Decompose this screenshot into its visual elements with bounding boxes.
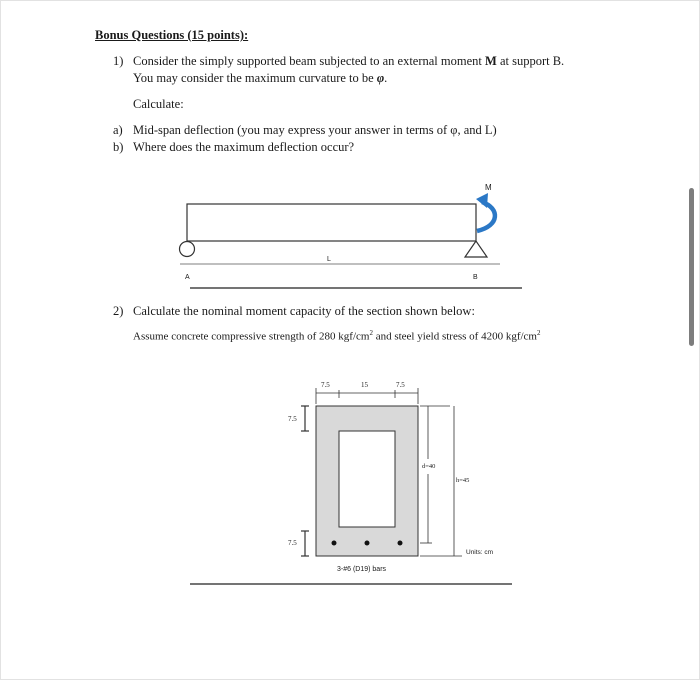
dim-d: d=40 xyxy=(422,459,435,474)
dim-side-top: 7.5 xyxy=(288,415,297,423)
question-1-line-1: Consider the simply supported beam subjected to an external moment M at support B. xyxy=(133,54,565,68)
dim-top-right: 7.5 xyxy=(396,381,405,389)
units-label: Units: cm xyxy=(466,549,494,556)
support-b-label: B xyxy=(473,274,478,281)
beam xyxy=(187,204,476,241)
dim-top-left: 7.5 xyxy=(321,381,330,389)
question-1-number: 1) xyxy=(113,54,124,68)
moment-symbol: M xyxy=(485,54,497,68)
question-2-text: Calculate the nominal moment capacity of the section shown below: xyxy=(133,304,475,318)
length-label: L xyxy=(327,256,331,263)
bars-label: 3-#6 (D19) bars xyxy=(337,566,387,573)
part-a-text: Mid-span deflection (you may express your answer in terms of φ, and L) xyxy=(133,123,497,137)
question-1-line-2: You may consider the maximum curvature to be φ. xyxy=(133,71,388,85)
part-b-label: b) xyxy=(113,140,124,154)
roller-support-a xyxy=(180,242,195,257)
rebar-3 xyxy=(398,541,403,546)
moment-arrowhead xyxy=(476,193,488,208)
dim-h: h=45 xyxy=(456,477,470,484)
rebar-2 xyxy=(365,541,370,546)
question-2-assumptions: Assume concrete compressive strength of 280 kgf/$cm^2$ and steel yield stress of 4200 kgf/$cm^2$ xyxy=(133,329,541,343)
rebar-1 xyxy=(332,541,337,546)
part-b-text: Where does the maximum deflection occur? xyxy=(133,140,355,154)
support-a-label: A xyxy=(185,274,190,281)
dim-side-bottom: 7.5 xyxy=(288,539,297,547)
question-2-number: 2) xyxy=(113,304,124,318)
moment-label: M xyxy=(485,183,492,192)
curvature-symbol: φ xyxy=(376,71,385,85)
calculate-label: Calculate: xyxy=(133,97,184,111)
pin-support-b xyxy=(465,241,487,257)
dim-top-mid: 15 xyxy=(361,381,368,389)
page-title: Bonus Questions (15 points): xyxy=(95,28,249,42)
section-void xyxy=(339,431,395,527)
part-a-label: a) xyxy=(113,123,123,137)
